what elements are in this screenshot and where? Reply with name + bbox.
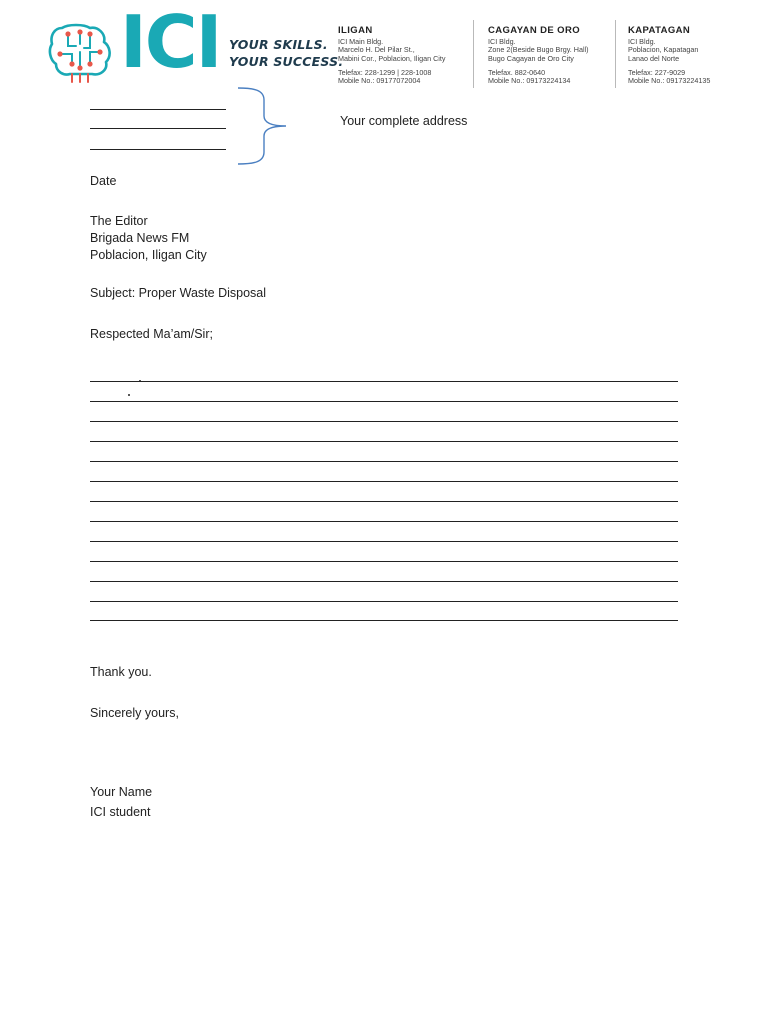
office-mobile: Mobile No.: 09177072004 — [338, 76, 421, 86]
body-blank-line[interactable] — [90, 601, 678, 602]
recipient-line: The Editor — [90, 214, 148, 228]
body-blank-line[interactable] — [90, 481, 678, 482]
office-cagayan-de-oro — [488, 25, 612, 85]
office-name: KAPATAGAN — [628, 25, 691, 36]
address-blank-line[interactable] — [90, 109, 226, 110]
office-telefax: Telefax. 882-0640 — [488, 67, 546, 77]
office-address-line: Bugo Cagayan de Oro City — [488, 53, 574, 63]
office-telefax: Telefax: 227-9029 — [628, 67, 686, 77]
signature-name: Your Name — [90, 785, 153, 799]
closing-thanks: Thank you. — [90, 665, 152, 679]
office-kapatagan — [628, 25, 748, 85]
signature-title: ICI student — [90, 805, 151, 819]
office-address-line: Poblacion, Kapatagan — [628, 45, 699, 55]
recipient-line: Brigada News FM — [90, 231, 190, 245]
stray-dot — [128, 394, 130, 396]
body-blank-line[interactable] — [90, 581, 678, 582]
office-address-line: ICI Main Bldg. — [338, 37, 384, 46]
closing: Sincerely yours, — [90, 706, 179, 720]
body-blank-line[interactable] — [90, 381, 678, 382]
recipient-line: Poblacion, Iligan City — [90, 248, 207, 262]
body-blank-line[interactable] — [90, 620, 678, 621]
subject-line: Subject: Proper Waste Disposal — [90, 286, 267, 300]
office-address-line: Marcelo H. Del Pilar St., — [338, 45, 415, 55]
office-divider — [615, 20, 616, 88]
address-blank-line[interactable] — [90, 128, 226, 129]
address-blank-line[interactable] — [90, 149, 226, 150]
body-blank-line[interactable] — [90, 401, 678, 402]
body-blank-line[interactable] — [90, 541, 678, 542]
office-address-line: Mabini Cor., Poblacion, Iligan City — [338, 53, 446, 63]
office-telefax: Telefax: 228-1299 | 228-1008 — [338, 67, 432, 77]
curly-brace-icon — [236, 86, 292, 168]
office-address-line: ICI Bldg. — [488, 37, 516, 46]
office-name: ILIGAN — [338, 25, 373, 36]
office-mobile: Mobile No.: 09173224135 — [628, 76, 711, 86]
salutation: Respected Ma’am/Sir; — [90, 327, 213, 341]
body-blank-line[interactable] — [90, 521, 678, 522]
office-address-line: ICI Bldg. — [628, 37, 656, 46]
office-mobile: Mobile No.: 09173224134 — [488, 76, 571, 86]
body-blank-line[interactable] — [90, 441, 678, 442]
date-label: Date — [90, 174, 117, 188]
body-blank-line[interactable] — [90, 421, 678, 422]
office-name: CAGAYAN DE ORO — [488, 25, 580, 36]
tagline-line-2: YOUR SUCCESS. — [229, 54, 344, 69]
office-iligan — [338, 25, 470, 85]
tagline-line-1: YOUR SKILLS. — [229, 37, 328, 52]
address-note: Your complete address — [340, 114, 468, 128]
body-blank-line[interactable] — [90, 561, 678, 562]
body-blank-line[interactable] — [90, 461, 678, 462]
brand-tagline — [229, 36, 343, 70]
circuit-brain-icon — [48, 22, 114, 84]
body-blank-line[interactable] — [90, 501, 678, 502]
office-address-line: Zone 2(Beside Bugo Brgy. Hall) — [488, 45, 589, 55]
office-divider — [473, 20, 474, 88]
brand-logo: ICI — [120, 0, 221, 84]
office-address-line: Lanao del Norte — [628, 53, 680, 63]
